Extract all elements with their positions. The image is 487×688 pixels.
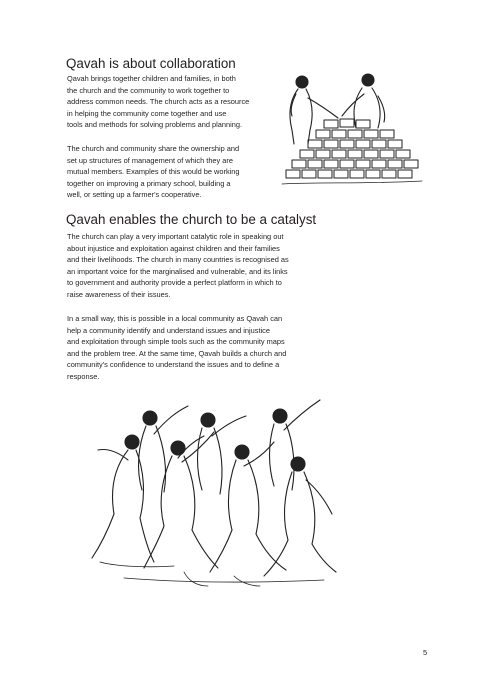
text-line: The church and community share the ownership and (67, 144, 240, 153)
text-line: mutual members. Examples of this would be working (67, 167, 240, 176)
page-number: 5 (423, 648, 428, 657)
text-line: in helping the community come together and use (67, 108, 227, 118)
text-line: about injustice and exploitation against children and their families (67, 243, 280, 253)
text-line: to government and authority provide a perfect platform in which to (67, 278, 282, 287)
text-line: well, or setting up a farmer's cooperative. (67, 190, 202, 199)
text-line: an important voice for the marginalised and vulnerable, and its links (67, 266, 288, 276)
text-line: Qavah brings together children and families, in both (67, 74, 236, 83)
text-line: address common needs. The church acts as a resource (67, 97, 250, 106)
paragraph-catalyst-2 (67, 313, 286, 382)
text-line: set up structures of management of which they are (67, 155, 233, 165)
section-heading-catalyst: Qavah enables the church to be a catalyst (66, 212, 317, 227)
paragraph-collaboration-1 (67, 73, 249, 131)
text-line: In a small way, this is possible in a local community as Qavah can (67, 314, 283, 323)
text-line: response. (67, 371, 100, 381)
text-line: the church and the community to work together to (67, 85, 230, 95)
text-line: and the problem tree. At the same time, Qavah builds a church and (67, 348, 287, 358)
text-line: tools and methods for solving problems and planning. (67, 120, 243, 129)
paragraph-catalyst-1 (67, 231, 289, 300)
text-line: The church can play a very important catalytic role in speaking out (67, 232, 284, 241)
paragraph-collaboration-2 (67, 143, 240, 201)
brick-wall-illustration (278, 72, 426, 194)
text-line: and their livelihoods. The church in many countries is recognised as (67, 255, 289, 264)
text-line: and exploitation through simple tools such as the community maps (67, 337, 285, 346)
marching-crowd-illustration (84, 390, 338, 590)
text-line: community's confidence to understand the issues and to define a (67, 360, 280, 369)
section-heading-collaboration: Qavah is about collaboration (66, 56, 236, 71)
text-line: help a community identify and understand issues and injustice (67, 325, 270, 335)
text-line: together on improving a primary school, building a (67, 178, 231, 188)
text-line: raise awareness of their issues. (67, 289, 171, 299)
